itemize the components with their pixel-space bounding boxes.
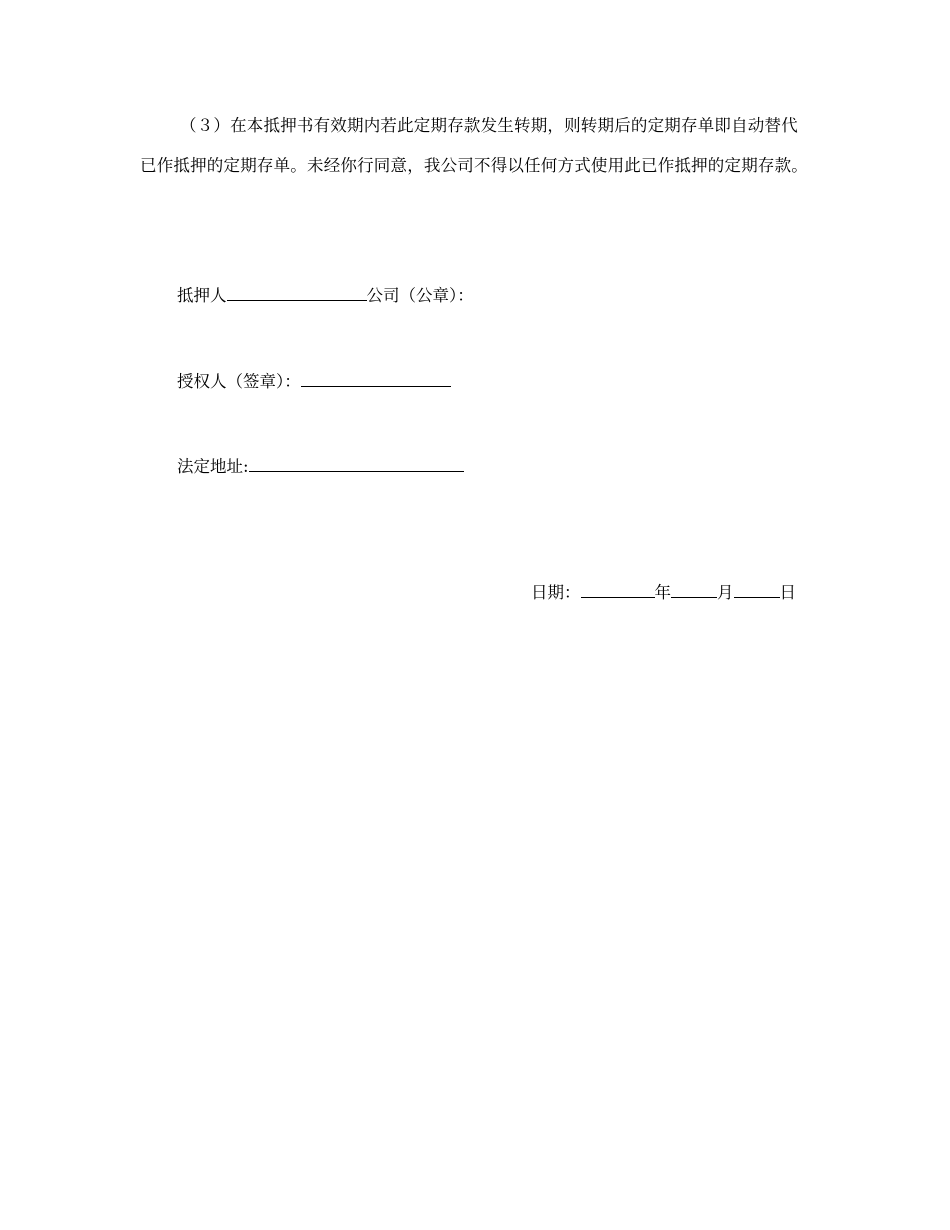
clause-paragraph: （３）在本抵押书有效期内若此定期存款发生转期，则转期后的定期存单即自动替代已作抵押的定期存单。未经你行同意，我公司不得以任何方式使用此已作抵押的定期存款。 xyxy=(140,116,808,175)
date-month-blank[interactable] xyxy=(671,579,717,598)
legal-address-line xyxy=(177,453,464,479)
authorized-person-line xyxy=(177,368,451,394)
mortgagor-label: 抵押人 xyxy=(177,286,227,305)
mortgagor-company-blank[interactable] xyxy=(227,282,367,301)
date-year-label: 年 xyxy=(654,583,671,602)
legal-address-blank[interactable] xyxy=(249,453,464,472)
date-label: 日期： xyxy=(531,583,581,602)
mortgagor-line xyxy=(177,282,474,308)
mortgagor-suffix: 公司（公章）： xyxy=(366,286,474,305)
date-line xyxy=(531,579,796,605)
legal-address-label: 法定地址: xyxy=(177,457,249,476)
date-day-blank[interactable] xyxy=(734,579,780,598)
date-day-label: 日 xyxy=(779,583,796,602)
date-month-label: 月 xyxy=(717,583,734,602)
authorized-person-label: 授权人（签章）： xyxy=(177,372,301,391)
authorized-person-blank[interactable] xyxy=(301,368,451,387)
date-year-blank[interactable] xyxy=(581,579,655,598)
